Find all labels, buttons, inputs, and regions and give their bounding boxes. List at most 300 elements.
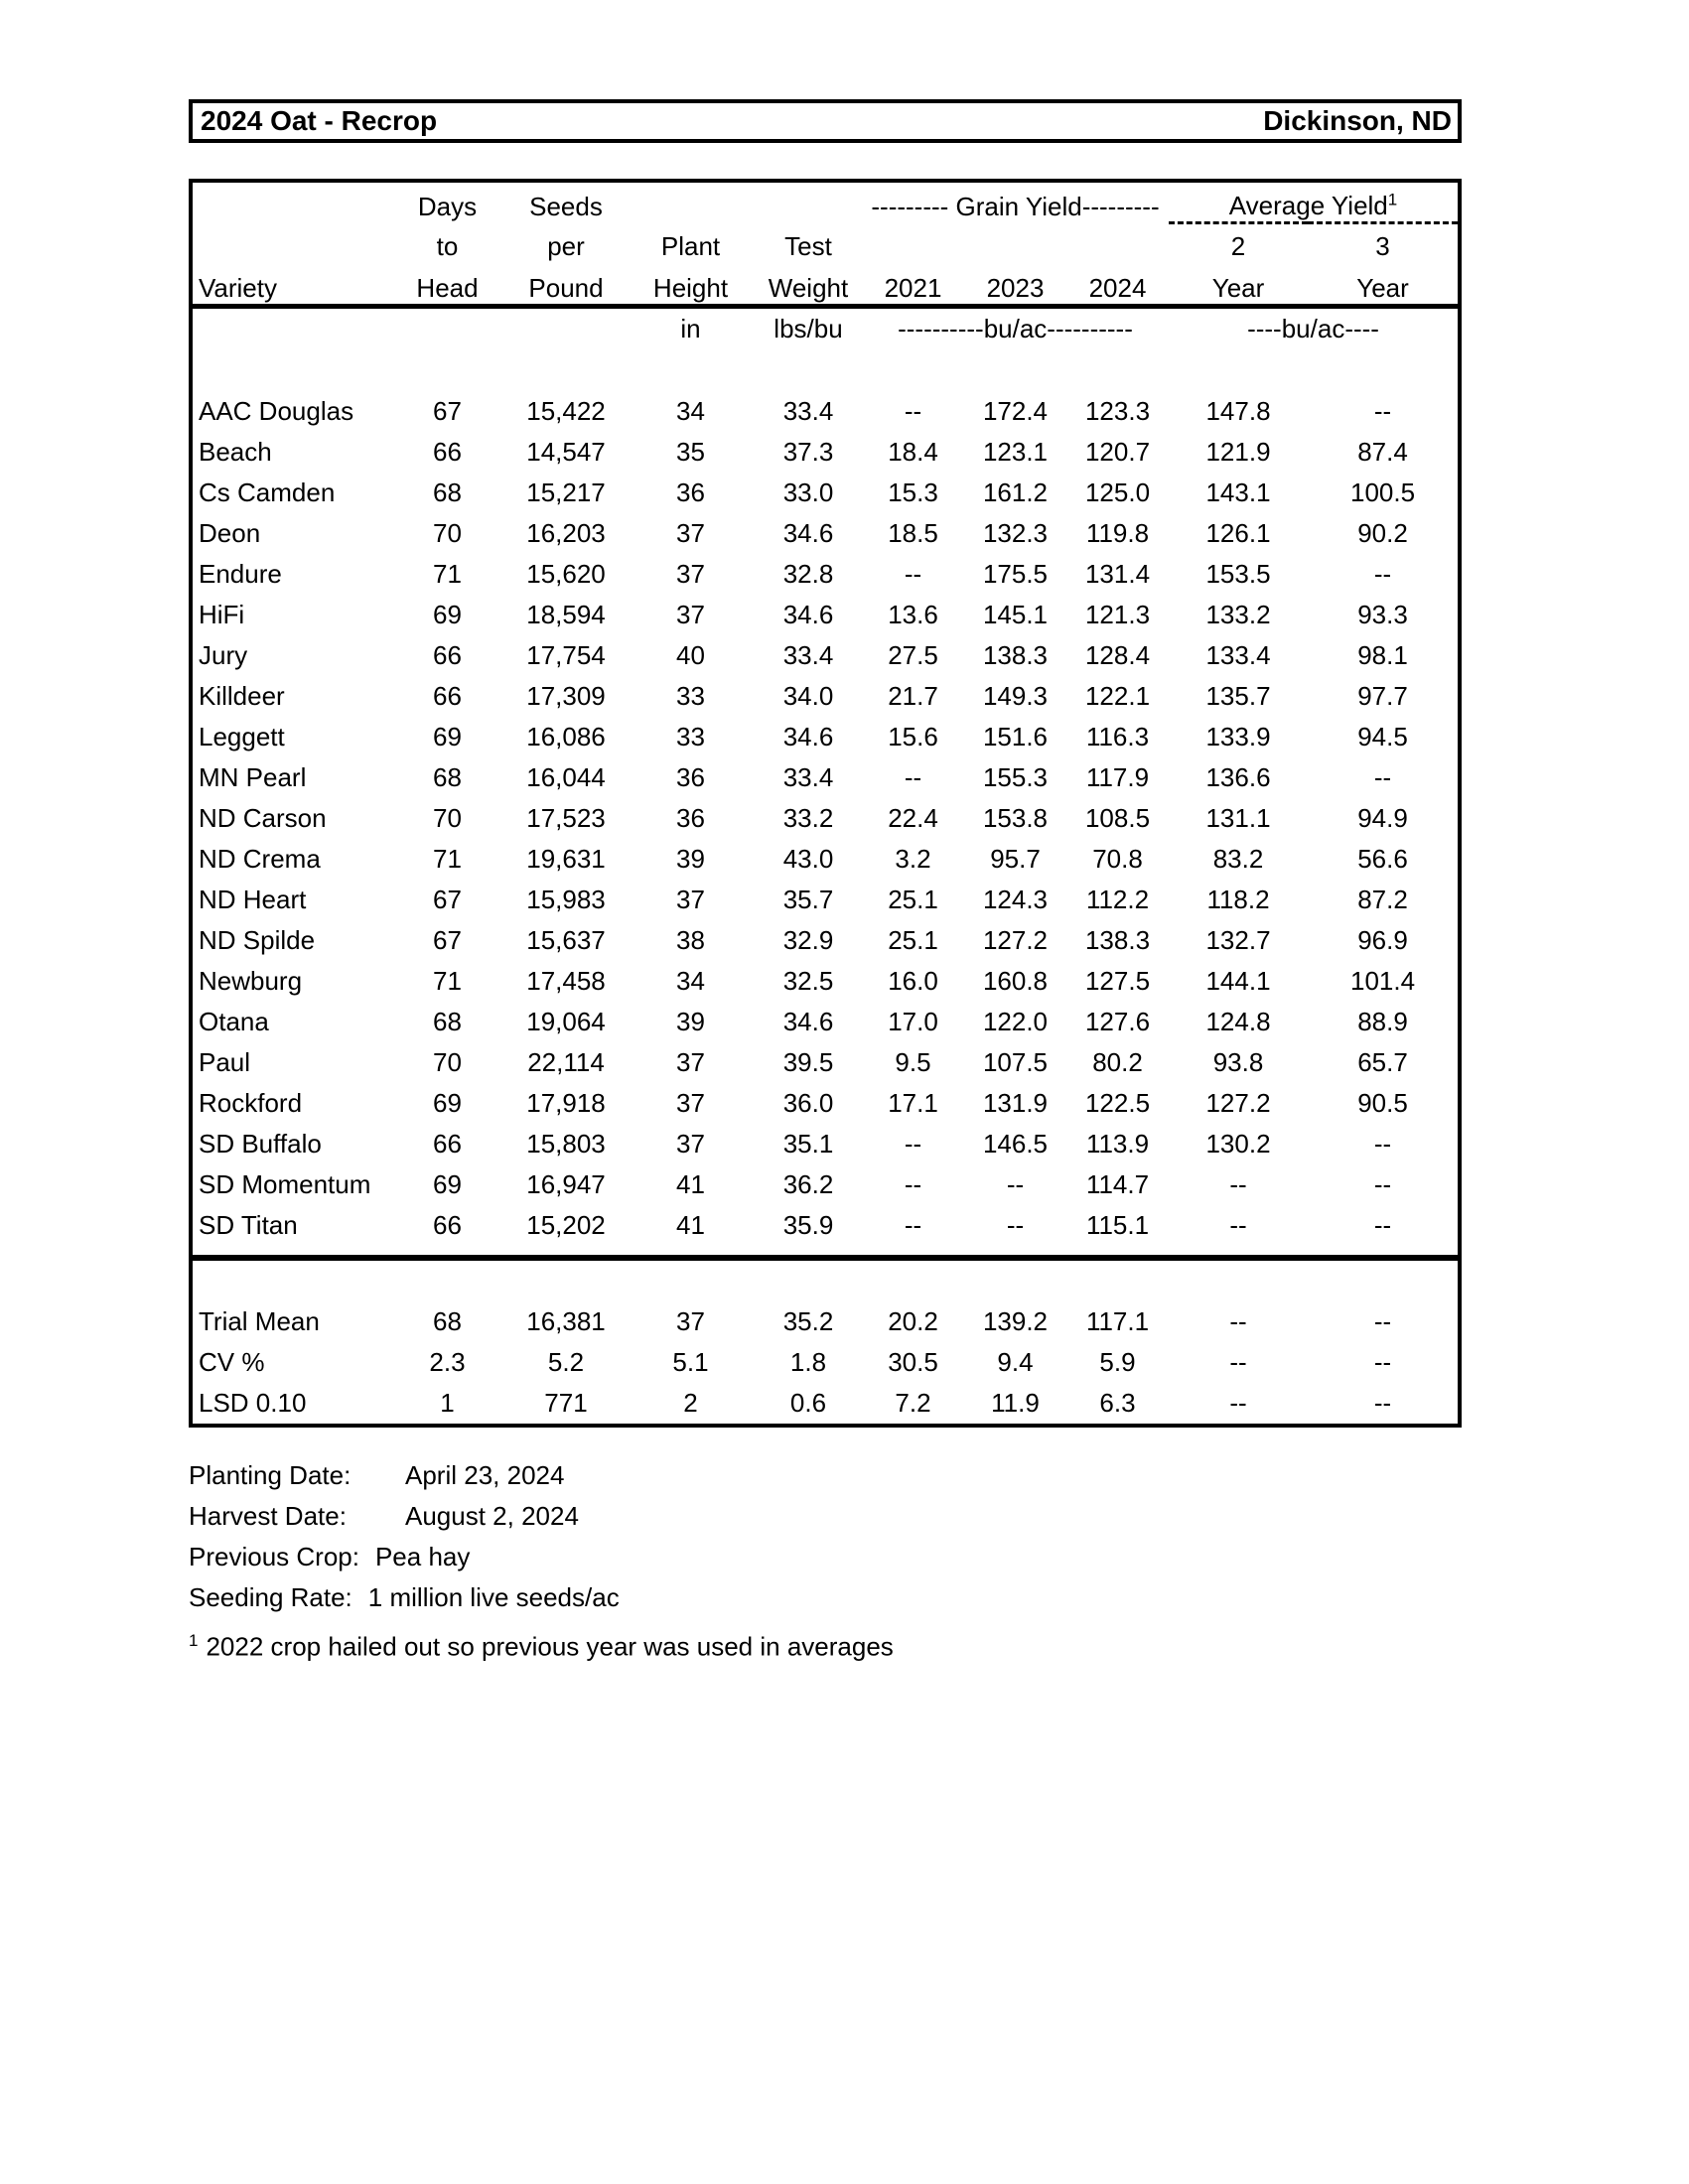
value-cell: 94.5 bbox=[1357, 722, 1408, 751]
variety-cell: Deon bbox=[199, 518, 261, 548]
header-row-2: to per Plant Test 2 3 bbox=[193, 222, 1458, 262]
summary-rows bbox=[193, 1301, 1458, 1424]
variety-cell: CV % bbox=[199, 1347, 265, 1377]
value-cell: 17,754 bbox=[526, 640, 606, 670]
col-header-days: Days bbox=[417, 192, 478, 221]
value-cell: 15,202 bbox=[526, 1210, 606, 1240]
value-cell: 127.5 bbox=[1084, 966, 1151, 996]
info-value: 1 million live seeds/ac bbox=[367, 1582, 620, 1612]
value-cell: 127.2 bbox=[1205, 1088, 1271, 1118]
value-cell: 68 bbox=[433, 1007, 462, 1036]
value-cell: 131.1 bbox=[1205, 803, 1271, 833]
value-cell: 36 bbox=[676, 803, 705, 833]
value-cell: 22,114 bbox=[527, 1047, 605, 1077]
value-cell: -- bbox=[904, 1210, 922, 1240]
info-rows bbox=[189, 1455, 1462, 1618]
col-header-2021: 2021 bbox=[862, 262, 964, 306]
value-cell: 97.7 bbox=[1357, 681, 1408, 711]
value-cell: -- bbox=[1229, 1306, 1247, 1336]
value-cell: 20.2 bbox=[888, 1306, 938, 1336]
value-cell: 39.5 bbox=[782, 1047, 834, 1077]
value-cell: 16,044 bbox=[526, 762, 606, 792]
variety-cell: MN Pearl bbox=[199, 762, 307, 792]
value-cell: 16.0 bbox=[888, 966, 938, 996]
value-cell: 37 bbox=[676, 1088, 705, 1118]
col-header-3year: 3 bbox=[1375, 231, 1390, 261]
value-cell: 35.1 bbox=[782, 1129, 834, 1159]
value-cell: -- bbox=[1229, 1210, 1247, 1240]
value-cell: -- bbox=[1373, 1306, 1392, 1336]
value-cell: 38 bbox=[676, 925, 705, 955]
value-cell: 127.2 bbox=[982, 925, 1049, 955]
trial-title: 2024 Oat - Recrop bbox=[201, 105, 438, 136]
results-table bbox=[193, 183, 1458, 1424]
value-cell: 6.3 bbox=[1099, 1388, 1136, 1418]
value-cell: 33.4 bbox=[782, 640, 834, 670]
table-row bbox=[193, 391, 1458, 432]
table-row bbox=[193, 880, 1458, 920]
value-cell: 37 bbox=[676, 1047, 705, 1077]
info-row bbox=[189, 1455, 1462, 1496]
value-cell: 17,309 bbox=[526, 681, 606, 711]
units-avg: ----bu/ac---- bbox=[1247, 313, 1379, 343]
value-cell: -- bbox=[904, 396, 922, 426]
value-cell: 2 bbox=[683, 1388, 698, 1418]
value-cell: 36 bbox=[676, 762, 705, 792]
table-row bbox=[193, 1164, 1458, 1205]
value-cell: 68 bbox=[433, 478, 462, 507]
value-cell: 0.6 bbox=[789, 1388, 827, 1418]
variety-cell: Paul bbox=[199, 1047, 251, 1077]
value-cell: 5.1 bbox=[672, 1347, 709, 1377]
value-cell: 39 bbox=[676, 1007, 705, 1036]
value-cell: -- bbox=[904, 559, 922, 589]
value-cell: 19,631 bbox=[526, 844, 606, 874]
value-cell: 27.5 bbox=[888, 640, 938, 670]
average-yield-superscript: 1 bbox=[1387, 189, 1398, 208]
value-cell: 122.1 bbox=[1084, 681, 1151, 711]
value-cell: 67 bbox=[433, 396, 462, 426]
info-row bbox=[189, 1577, 1462, 1618]
header-row-1 bbox=[193, 183, 1458, 222]
variety-rows bbox=[193, 391, 1458, 1246]
variety-cell: ND Heart bbox=[199, 885, 307, 914]
col-header-plant: Plant bbox=[660, 231, 721, 261]
value-cell: 127.6 bbox=[1084, 1007, 1151, 1036]
value-cell: 39 bbox=[676, 844, 705, 874]
value-cell: 18,594 bbox=[526, 600, 606, 629]
value-cell: 143.1 bbox=[1205, 478, 1271, 507]
value-cell: 147.8 bbox=[1205, 396, 1271, 426]
value-cell: 146.5 bbox=[982, 1129, 1049, 1159]
value-cell: 133.9 bbox=[1205, 722, 1271, 751]
value-cell: 124.3 bbox=[982, 885, 1049, 914]
variety-cell: Trial Mean bbox=[199, 1306, 320, 1336]
value-cell: 107.5 bbox=[982, 1047, 1049, 1077]
footnote-superscript: 1 bbox=[189, 1631, 199, 1650]
value-cell: -- bbox=[1373, 1169, 1392, 1199]
title-bar bbox=[189, 99, 1462, 143]
value-cell: 145.1 bbox=[982, 600, 1049, 629]
value-cell: 25.1 bbox=[888, 885, 938, 914]
value-cell: 2.3 bbox=[429, 1347, 466, 1377]
variety-cell: Rockford bbox=[199, 1088, 303, 1118]
value-cell: -- bbox=[1373, 1210, 1392, 1240]
variety-cell: AAC Douglas bbox=[199, 396, 354, 426]
value-cell: 69 bbox=[433, 1088, 462, 1118]
value-cell: 9.4 bbox=[997, 1347, 1034, 1377]
value-cell: -- bbox=[904, 1169, 922, 1199]
value-cell: 15,637 bbox=[526, 925, 606, 955]
value-cell: 21.7 bbox=[888, 681, 938, 711]
value-cell: 34.6 bbox=[782, 1007, 834, 1036]
value-cell: 135.7 bbox=[1205, 681, 1271, 711]
variety-cell: ND Crema bbox=[199, 844, 321, 874]
value-cell: 115.1 bbox=[1085, 1210, 1150, 1240]
value-cell: 33.4 bbox=[782, 762, 834, 792]
value-cell: 18.5 bbox=[888, 518, 938, 548]
value-cell: 88.9 bbox=[1357, 1007, 1408, 1036]
variety-cell: SD Buffalo bbox=[199, 1129, 322, 1159]
value-cell: 37 bbox=[676, 885, 705, 914]
variety-cell: Cs Camden bbox=[199, 478, 336, 507]
table-row bbox=[193, 961, 1458, 1002]
value-cell: 117.9 bbox=[1085, 762, 1150, 792]
value-cell: 13.6 bbox=[888, 600, 938, 629]
value-cell: 5.9 bbox=[1099, 1347, 1136, 1377]
value-cell: 139.2 bbox=[982, 1306, 1049, 1336]
results-table-box bbox=[189, 179, 1462, 1428]
value-cell: 16,086 bbox=[526, 722, 606, 751]
value-cell: 15,217 bbox=[526, 478, 606, 507]
footnote bbox=[189, 1620, 1462, 1668]
value-cell: -- bbox=[1373, 1129, 1392, 1159]
value-cell: 35 bbox=[676, 437, 705, 467]
value-cell: 121.9 bbox=[1205, 437, 1271, 467]
value-cell: 153.8 bbox=[982, 803, 1049, 833]
value-cell: 37 bbox=[676, 600, 705, 629]
value-cell: 66 bbox=[433, 437, 462, 467]
value-cell: 101.4 bbox=[1349, 966, 1416, 996]
value-cell: 36.0 bbox=[782, 1088, 834, 1118]
value-cell: 66 bbox=[433, 640, 462, 670]
value-cell: 1.8 bbox=[789, 1347, 827, 1377]
value-cell: 100.5 bbox=[1349, 478, 1416, 507]
value-cell: 131.4 bbox=[1084, 559, 1151, 589]
value-cell: 16,381 bbox=[526, 1306, 606, 1336]
value-cell: 136.6 bbox=[1205, 762, 1271, 792]
col-header-variety: Variety bbox=[193, 262, 389, 306]
value-cell: 15,422 bbox=[526, 396, 606, 426]
value-cell: 35.9 bbox=[782, 1210, 834, 1240]
value-cell: 69 bbox=[433, 1169, 462, 1199]
table-row bbox=[193, 513, 1458, 554]
table-row bbox=[193, 839, 1458, 880]
value-cell: 71 bbox=[433, 559, 462, 589]
table-row bbox=[193, 473, 1458, 513]
value-cell: 70 bbox=[433, 1047, 462, 1077]
table-row bbox=[193, 1205, 1458, 1246]
value-cell: 90.5 bbox=[1357, 1088, 1408, 1118]
value-cell: 138.3 bbox=[982, 640, 1049, 670]
value-cell: 66 bbox=[433, 1210, 462, 1240]
value-cell: 121.3 bbox=[1084, 600, 1151, 629]
info-label: Previous Crop: bbox=[189, 1542, 359, 1571]
value-cell: -- bbox=[1229, 1388, 1247, 1418]
value-cell: 122.5 bbox=[1084, 1088, 1151, 1118]
value-cell: 32.8 bbox=[782, 559, 834, 589]
value-cell: 118.2 bbox=[1206, 885, 1270, 914]
value-cell: -- bbox=[1229, 1347, 1247, 1377]
value-cell: 71 bbox=[433, 844, 462, 874]
value-cell: 33 bbox=[676, 681, 705, 711]
trial-info-footer bbox=[189, 1455, 1462, 1668]
col-header-average-yield: Average Yield$^1$ bbox=[1169, 183, 1458, 222]
report-page bbox=[189, 99, 1462, 1668]
value-cell: 126.1 bbox=[1205, 518, 1271, 548]
value-cell: 144.1 bbox=[1205, 966, 1271, 996]
table-row bbox=[193, 676, 1458, 717]
value-cell: 71 bbox=[433, 966, 462, 996]
col-header-test: Test bbox=[784, 231, 832, 261]
header-row-3: Variety Head Pound Height Weight 2021 2023 2024 Year Year bbox=[193, 262, 1458, 306]
value-cell: 40 bbox=[676, 640, 705, 670]
value-cell: 155.3 bbox=[982, 762, 1049, 792]
value-cell: 34 bbox=[676, 396, 705, 426]
info-value: August 2, 2024 bbox=[405, 1501, 579, 1531]
value-cell: 68 bbox=[433, 762, 462, 792]
table-row bbox=[193, 1002, 1458, 1042]
info-value: April 23, 2024 bbox=[405, 1460, 565, 1490]
value-cell: 34 bbox=[676, 966, 705, 996]
value-cell: -- bbox=[1373, 396, 1392, 426]
value-cell: 37 bbox=[676, 1129, 705, 1159]
value-cell: 3.2 bbox=[895, 844, 931, 874]
value-cell: -- bbox=[1373, 559, 1392, 589]
value-cell: -- bbox=[1373, 1388, 1392, 1418]
value-cell: 87.2 bbox=[1357, 885, 1408, 914]
info-row bbox=[189, 1496, 1462, 1537]
value-cell: 133.2 bbox=[1205, 600, 1271, 629]
value-cell: 43.0 bbox=[782, 844, 834, 874]
value-cell: -- bbox=[1006, 1210, 1025, 1240]
spacer-row bbox=[193, 349, 1458, 391]
summary-separator-line bbox=[193, 1258, 1458, 1301]
value-cell: 83.2 bbox=[1212, 844, 1264, 874]
value-cell: 138.3 bbox=[1084, 925, 1151, 955]
value-cell: 66 bbox=[433, 681, 462, 711]
variety-cell: Beach bbox=[199, 437, 272, 467]
variety-cell: SD Momentum bbox=[199, 1169, 371, 1199]
value-cell: 15.3 bbox=[888, 478, 938, 507]
value-cell: 30.5 bbox=[888, 1347, 938, 1377]
variety-cell: Killdeer bbox=[199, 681, 285, 711]
table-row bbox=[193, 432, 1458, 473]
value-cell: 37 bbox=[676, 1306, 705, 1336]
value-cell: 67 bbox=[433, 925, 462, 955]
variety-cell: ND Carson bbox=[199, 803, 327, 833]
value-cell: 67 bbox=[433, 885, 462, 914]
value-cell: 41 bbox=[676, 1210, 705, 1240]
value-cell: 69 bbox=[433, 600, 462, 629]
value-cell: 5.2 bbox=[547, 1347, 585, 1377]
value-cell: 90.2 bbox=[1357, 518, 1408, 548]
value-cell: -- bbox=[1373, 1347, 1392, 1377]
value-cell: 22.4 bbox=[888, 803, 938, 833]
value-cell: 131.9 bbox=[982, 1088, 1049, 1118]
value-cell: -- bbox=[904, 762, 922, 792]
value-cell: 70.8 bbox=[1092, 844, 1143, 874]
value-cell: 41 bbox=[676, 1169, 705, 1199]
table-row bbox=[193, 554, 1458, 595]
value-cell: 117.1 bbox=[1085, 1306, 1150, 1336]
value-cell: 56.6 bbox=[1357, 844, 1408, 874]
trial-location: Dickinson, ND bbox=[1263, 105, 1452, 136]
value-cell: 16,203 bbox=[526, 518, 606, 548]
value-cell: 35.7 bbox=[782, 885, 834, 914]
value-cell: 15,983 bbox=[526, 885, 606, 914]
value-cell: 70 bbox=[433, 518, 462, 548]
summary-row bbox=[193, 1383, 1458, 1424]
value-cell: 15.6 bbox=[888, 722, 938, 751]
value-cell: 37 bbox=[676, 518, 705, 548]
variety-cell: ND Spilde bbox=[199, 925, 316, 955]
value-cell: 14,547 bbox=[526, 437, 606, 467]
units-weight: lbs/bu bbox=[774, 313, 843, 343]
value-cell: -- bbox=[1229, 1169, 1247, 1199]
value-cell: 125.0 bbox=[1084, 478, 1151, 507]
value-cell: 161.2 bbox=[982, 478, 1049, 507]
value-cell: 771 bbox=[544, 1388, 588, 1418]
value-cell: 95.7 bbox=[990, 844, 1041, 874]
value-cell: 175.5 bbox=[982, 559, 1049, 589]
value-cell: 34.6 bbox=[782, 600, 834, 629]
info-label: Planting Date: bbox=[189, 1460, 352, 1490]
value-cell: 119.8 bbox=[1085, 518, 1150, 548]
table-row bbox=[193, 1042, 1458, 1083]
value-cell: 17,918 bbox=[526, 1088, 606, 1118]
value-cell: 69 bbox=[433, 722, 462, 751]
value-cell: 37 bbox=[676, 559, 705, 589]
value-cell: 37.3 bbox=[782, 437, 834, 467]
units-grain: ----------bu/ac---------- bbox=[898, 313, 1133, 343]
col-header-grain-yield: --------- Grain Yield--------- bbox=[871, 192, 1160, 221]
table-row bbox=[193, 798, 1458, 839]
value-cell: 36.2 bbox=[782, 1169, 834, 1199]
col-header-2year: 2 bbox=[1230, 231, 1246, 261]
value-cell: 128.4 bbox=[1084, 640, 1151, 670]
value-cell: 17.0 bbox=[888, 1007, 938, 1036]
spacer-row bbox=[193, 1246, 1458, 1258]
summary-row bbox=[193, 1301, 1458, 1342]
value-cell: 66 bbox=[433, 1129, 462, 1159]
value-cell: 149.3 bbox=[982, 681, 1049, 711]
value-cell: 33.2 bbox=[782, 803, 834, 833]
value-cell: 34.6 bbox=[782, 518, 834, 548]
variety-cell: HiFi bbox=[199, 600, 245, 629]
value-cell: 116.3 bbox=[1085, 722, 1150, 751]
info-value: Pea hay bbox=[374, 1542, 471, 1571]
table-row bbox=[193, 717, 1458, 757]
value-cell: 132.3 bbox=[982, 518, 1049, 548]
value-cell: 33.4 bbox=[782, 396, 834, 426]
value-cell: 32.5 bbox=[782, 966, 834, 996]
info-label: Seeding Rate: bbox=[189, 1582, 352, 1612]
units-row bbox=[193, 306, 1458, 349]
info-label: Harvest Date: bbox=[189, 1501, 347, 1531]
value-cell: 123.3 bbox=[1084, 396, 1151, 426]
value-cell: 7.2 bbox=[895, 1388, 931, 1418]
variety-cell: Newburg bbox=[199, 966, 303, 996]
table-row bbox=[193, 1124, 1458, 1164]
value-cell: 17.1 bbox=[888, 1088, 938, 1118]
value-cell: 32.9 bbox=[782, 925, 834, 955]
variety-cell: Otana bbox=[199, 1007, 269, 1036]
variety-cell: Leggett bbox=[199, 722, 285, 751]
table-row bbox=[193, 1083, 1458, 1124]
value-cell: 114.7 bbox=[1085, 1169, 1150, 1199]
footnote-text: 2022 crop hailed out so previous year was used in averages bbox=[206, 1631, 894, 1662]
value-cell: 87.4 bbox=[1357, 437, 1408, 467]
value-cell: 36 bbox=[676, 478, 705, 507]
value-cell: 34.6 bbox=[782, 722, 834, 751]
value-cell: 160.8 bbox=[982, 966, 1049, 996]
value-cell: 98.1 bbox=[1357, 640, 1408, 670]
value-cell: 122.0 bbox=[982, 1007, 1049, 1036]
value-cell: 108.5 bbox=[1084, 803, 1151, 833]
value-cell: 34.0 bbox=[782, 681, 834, 711]
table-row bbox=[193, 757, 1458, 798]
summary-row bbox=[193, 1342, 1458, 1383]
value-cell: 172.4 bbox=[982, 396, 1049, 426]
value-cell: 17,523 bbox=[526, 803, 606, 833]
value-cell: -- bbox=[1373, 762, 1392, 792]
value-cell: 1 bbox=[440, 1388, 455, 1418]
value-cell: 33 bbox=[676, 722, 705, 751]
col-header-2024: 2024 bbox=[1066, 262, 1169, 306]
value-cell: 68 bbox=[433, 1306, 462, 1336]
value-cell: 123.1 bbox=[982, 437, 1049, 467]
value-cell: 93.3 bbox=[1357, 600, 1408, 629]
table-row bbox=[193, 595, 1458, 635]
col-header-seeds: Seeds bbox=[529, 192, 603, 221]
value-cell: 25.1 bbox=[888, 925, 938, 955]
table-row bbox=[193, 635, 1458, 676]
value-cell: 130.2 bbox=[1205, 1129, 1271, 1159]
value-cell: 153.5 bbox=[1205, 559, 1271, 589]
value-cell: 15,620 bbox=[526, 559, 606, 589]
variety-cell: Jury bbox=[199, 640, 248, 670]
units-height: in bbox=[680, 313, 701, 343]
value-cell: 112.2 bbox=[1085, 885, 1150, 914]
value-cell: 11.9 bbox=[991, 1388, 1040, 1418]
value-cell: 33.0 bbox=[782, 478, 834, 507]
variety-cell: Endure bbox=[199, 559, 282, 589]
value-cell: 16,947 bbox=[526, 1169, 606, 1199]
value-cell: 124.8 bbox=[1205, 1007, 1271, 1036]
value-cell: 70 bbox=[433, 803, 462, 833]
value-cell: -- bbox=[1006, 1169, 1025, 1199]
variety-cell: SD Titan bbox=[199, 1210, 298, 1240]
value-cell: 96.9 bbox=[1357, 925, 1408, 955]
value-cell: 113.9 bbox=[1085, 1129, 1150, 1159]
info-row bbox=[189, 1537, 1462, 1577]
value-cell: 65.7 bbox=[1357, 1047, 1408, 1077]
value-cell: 15,803 bbox=[526, 1129, 606, 1159]
value-cell: 151.6 bbox=[982, 722, 1049, 751]
value-cell: 93.8 bbox=[1212, 1047, 1264, 1077]
value-cell: 120.7 bbox=[1084, 437, 1151, 467]
